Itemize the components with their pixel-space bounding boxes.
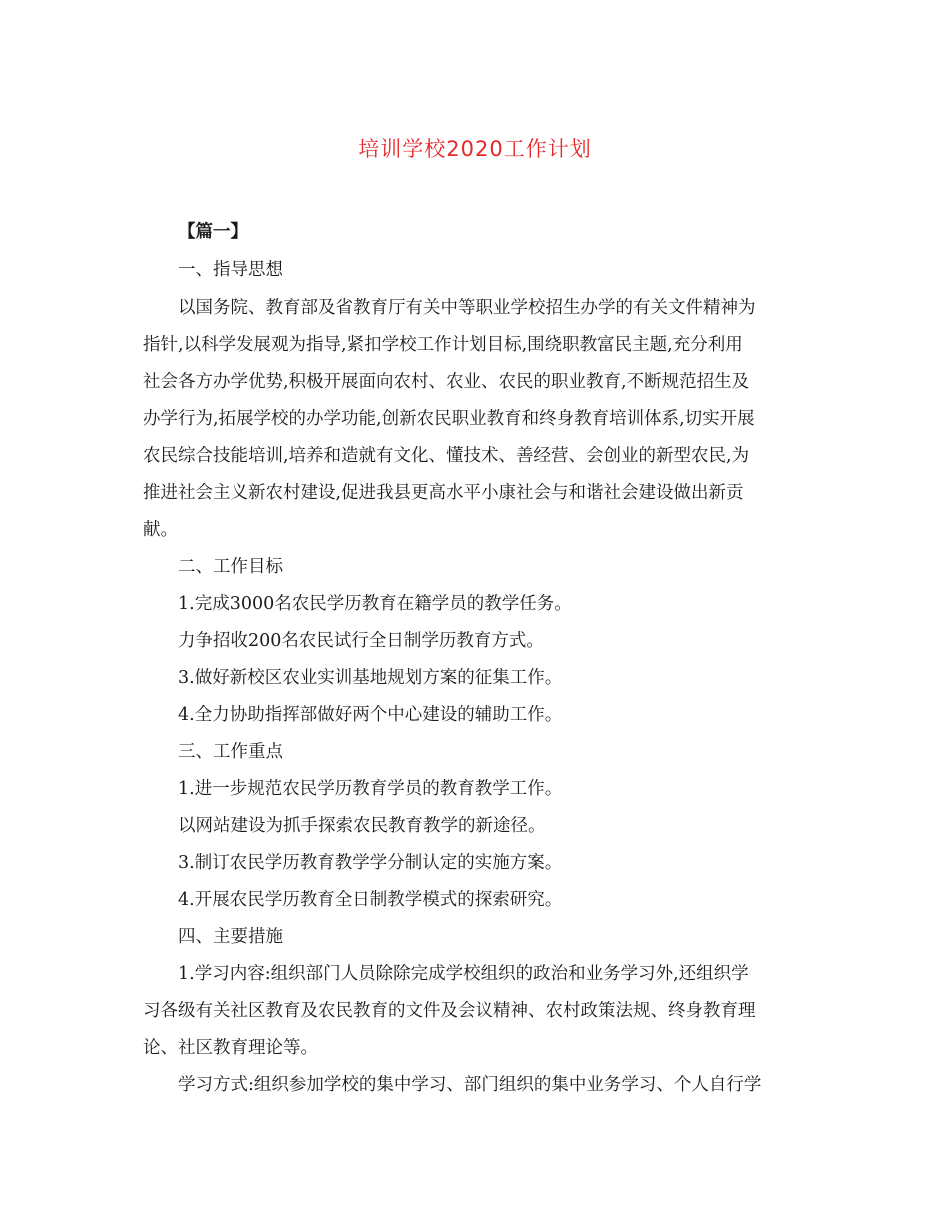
list-item: 以网站建设为抓手探索农民教育教学的新途径。 (178, 816, 546, 836)
list-item: 4.全力协助指挥部做好两个中心建设的辅助工作。 (178, 705, 563, 725)
list-item: 1.进一步规范农民学历教育学员的教育教学工作。 (178, 779, 563, 799)
list-item: 力争招收200名农民试行全日制学历教育方式。 (178, 631, 544, 651)
section-label: 【篇一】 (178, 222, 248, 242)
paragraph-line: 习各级有关社区教育及农民教育的文件及会议精神、农村政策法规、终身教育理 (143, 1001, 756, 1021)
paragraph-line: 办学行为,拓展学校的办学功能,创新农民职业教育和终身教育培训体系,切实开展 (143, 409, 755, 429)
list-item: 3.做好新校区农业实训基地规划方案的征集工作。 (178, 668, 563, 688)
document-title: 培训学校2020工作计划 (358, 137, 592, 161)
paragraph-line: 推进社会主义新农村建设,促进我县更高水平小康社会与和谐社会建设做出新贡 (143, 483, 744, 503)
paragraph-line: 论、社区教育理论等。 (143, 1038, 318, 1058)
list-item: 1.完成3000名农民学历教育在籍学员的教学任务。 (178, 594, 572, 614)
list-item: 3.制订农民学历教育教学学分制认定的实施方案。 (178, 853, 563, 873)
paragraph-line: 献。 (143, 520, 178, 540)
paragraph-line: 学习方式:组织参加学校的集中学习、部门组织的集中业务学习、个人自行学 (178, 1075, 762, 1095)
paragraph-line: 农民综合技能培训,培养和造就有文化、懂技术、善经营、会创业的新型农民,为 (143, 446, 750, 466)
heading-3: 三、工作重点 (178, 742, 283, 762)
heading-4: 四、主要措施 (178, 927, 283, 947)
paragraph-line: 指针,以科学发展观为指导,紧扣学校工作计划目标,围绕职教富民主题,充分利用 (143, 335, 743, 355)
paragraph-line: 社会各方办学优势,积极开展面向农村、农业、农民的职业教育,不断规范招生及 (143, 372, 750, 392)
paragraph-line: 1.学习内容:组织部门人员除除完成学校组织的政治和业务学习外,还组织学 (178, 964, 749, 984)
heading-1: 一、指导思想 (178, 260, 283, 280)
paragraph-line: 以国务院、教育部及省教育厅有关中等职业学校招生办学的有关文件精神为 (178, 298, 756, 318)
heading-2: 二、工作目标 (178, 557, 283, 577)
list-item: 4.开展农民学历教育全日制教学模式的探索研究。 (178, 890, 563, 910)
